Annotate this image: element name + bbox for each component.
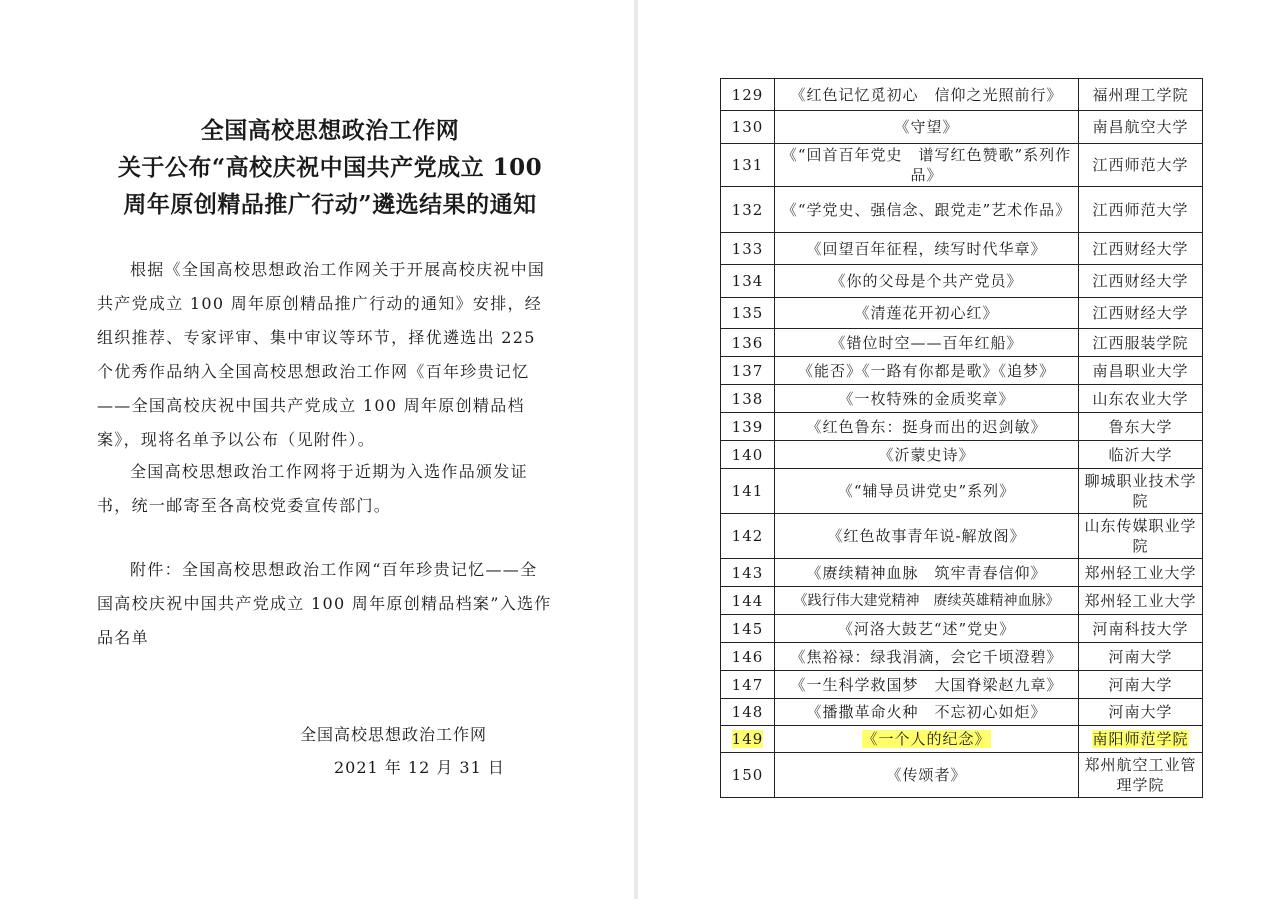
work-title: 《传颂者》 bbox=[775, 753, 1079, 798]
notice-paragraph-1: 根据《全国高校思想政治工作网关于开展高校庆祝中国共产党成立 100 周年原创精品推广行动的通知》安排，经组织推荐、专家评审、集中审议等环节，择优遴选出 225 个优秀作品纳入全国高校思想政治工作网《百年珍贵记忆——全国高校庆祝中国共产党成立 100 周年原创精品档案》，现将名单予以公布（见附件）。 bbox=[97, 260, 546, 449]
row-number: 130 bbox=[721, 111, 775, 144]
row-number: 147 bbox=[721, 671, 775, 699]
table-row bbox=[721, 111, 1203, 144]
school-name: 河南大学 bbox=[1079, 699, 1203, 726]
notice-paragraph-2: 全国高校思想政治工作网将于近期为入选作品颁发证书，统一邮寄至各高校党委宣传部门。 bbox=[97, 462, 528, 515]
table-row-highlighted bbox=[721, 726, 1203, 753]
row-number: 131 bbox=[721, 144, 775, 187]
work-title: 《你的父母是个共产党员》 bbox=[775, 265, 1079, 298]
school-name: 江西服装学院 bbox=[1079, 329, 1203, 357]
work-title: 《守望》 bbox=[775, 111, 1079, 144]
row-number: 136 bbox=[721, 329, 775, 357]
table-row bbox=[721, 144, 1203, 187]
row-number: 145 bbox=[721, 615, 775, 643]
roster-table bbox=[720, 78, 1203, 798]
table-row bbox=[721, 265, 1203, 298]
table-row bbox=[721, 329, 1203, 357]
table-row bbox=[721, 514, 1203, 559]
table-row bbox=[721, 587, 1203, 615]
school-name: 江西师范大学 bbox=[1079, 144, 1203, 187]
row-number: 140 bbox=[721, 441, 775, 469]
table-row bbox=[721, 753, 1203, 798]
attachment-note: 附件：全国高校思想政治工作网“百年珍贵记忆——全国高校庆祝中国共产党成立 100 周年原创精品档案”入选作品名单 bbox=[97, 560, 552, 647]
row-number: 137 bbox=[721, 357, 775, 385]
school-name: 聊城职业技术学院 bbox=[1079, 469, 1203, 514]
school-name: 福州理工学院 bbox=[1079, 79, 1203, 111]
table-row bbox=[721, 699, 1203, 726]
work-title: 《“回首百年党史 谱写红色赞歌”系列作品》 bbox=[775, 144, 1079, 187]
school-name: 江西财经大学 bbox=[1079, 265, 1203, 298]
row-number: 144 bbox=[721, 587, 775, 615]
highlight-mark: 南阳师范学院 bbox=[1092, 730, 1189, 748]
roster-page bbox=[638, 0, 1270, 899]
school-name: 山东传媒职业学院 bbox=[1079, 514, 1203, 559]
table-row bbox=[721, 441, 1203, 469]
school-name: 江西财经大学 bbox=[1079, 298, 1203, 329]
school-name: 南昌航空大学 bbox=[1079, 111, 1203, 144]
table-row bbox=[721, 357, 1203, 385]
work-title: 《河洛大鼓艺“述”党史》 bbox=[775, 615, 1079, 643]
school-name: 河南大学 bbox=[1079, 643, 1203, 671]
highlight-mark: 《一个人的纪念》 bbox=[862, 730, 991, 748]
title-line: 全国高校思想政治工作网 bbox=[200, 117, 460, 144]
work-title: 《错位时空——百年红船》 bbox=[775, 329, 1079, 357]
row-number: 142 bbox=[721, 514, 775, 559]
school-name: 郑州航空工业管理学院 bbox=[1079, 753, 1203, 798]
row-number: 148 bbox=[721, 699, 775, 726]
table-row bbox=[721, 559, 1203, 587]
title-line: 关于公布“高校庆祝中国共产党成立 100 bbox=[117, 154, 543, 181]
row-number: 132 bbox=[721, 187, 775, 233]
work-title: 《赓续精神血脉 筑牢青春信仰》 bbox=[775, 559, 1079, 587]
highlight-mark: 149 bbox=[731, 730, 764, 748]
school-name: 江西财经大学 bbox=[1079, 233, 1203, 265]
notice-page bbox=[0, 0, 634, 899]
row-number: 133 bbox=[721, 233, 775, 265]
row-number: 134 bbox=[721, 265, 775, 298]
row-number: 135 bbox=[721, 298, 775, 329]
school-name: 河南科技大学 bbox=[1079, 615, 1203, 643]
notice-title bbox=[60, 112, 600, 223]
work-title: 《清莲花开初心红》 bbox=[775, 298, 1079, 329]
row-number: 141 bbox=[721, 469, 775, 514]
school-name: 江西师范大学 bbox=[1079, 187, 1203, 233]
table-row bbox=[721, 187, 1203, 233]
work-title: 《一枚特殊的金质奖章》 bbox=[775, 385, 1079, 413]
school-name: 临沂大学 bbox=[1079, 441, 1203, 469]
table-row bbox=[721, 615, 1203, 643]
school-name: 南昌职业大学 bbox=[1079, 357, 1203, 385]
work-title: 《沂蒙史诗》 bbox=[775, 441, 1079, 469]
signer: 全国高校思想政治工作网 bbox=[300, 725, 488, 744]
work-title: 《一生科学救国梦 大国脊梁赵九章》 bbox=[775, 671, 1079, 699]
work-title: 《“学党史、强信念、跟党走”艺术作品》 bbox=[775, 187, 1079, 233]
row-number: 150 bbox=[721, 753, 775, 798]
work-title bbox=[775, 726, 1079, 753]
row-number: 146 bbox=[721, 643, 775, 671]
table-row bbox=[721, 643, 1203, 671]
table-row bbox=[721, 413, 1203, 441]
work-title: 《焦裕禄：绿我涓滴，会它千顷澄碧》 bbox=[775, 643, 1079, 671]
table-row bbox=[721, 469, 1203, 514]
school-name: 郑州轻工业大学 bbox=[1079, 559, 1203, 587]
row-number: 139 bbox=[721, 413, 775, 441]
work-title: 《回望百年征程，续写时代华章》 bbox=[775, 233, 1079, 265]
work-title: 《红色故事青年说-解放阁》 bbox=[775, 514, 1079, 559]
table-row bbox=[721, 385, 1203, 413]
work-title: 《“辅导员讲党史”系列》 bbox=[775, 469, 1079, 514]
table-row bbox=[721, 671, 1203, 699]
row-number: 129 bbox=[721, 79, 775, 111]
title-line: 周年原创精品推广行动”遴选结果的通知 bbox=[123, 191, 537, 218]
work-title: 《能否》《一路有你都是歌》《追梦》 bbox=[775, 357, 1079, 385]
table-row bbox=[721, 233, 1203, 265]
work-title: 《播撒革命火种 不忘初心如炬》 bbox=[775, 699, 1079, 726]
school-name: 山东农业大学 bbox=[1079, 385, 1203, 413]
table-row bbox=[721, 79, 1203, 111]
work-title: 《践行伟大建党精神 赓续英雄精神血脉》 bbox=[775, 587, 1079, 615]
school-name: 河南大学 bbox=[1079, 671, 1203, 699]
work-title: 《红色鲁东：挺身而出的迟剑敏》 bbox=[775, 413, 1079, 441]
row-number: 138 bbox=[721, 385, 775, 413]
row-number bbox=[721, 726, 775, 753]
row-number: 143 bbox=[721, 559, 775, 587]
work-title: 《红色记忆觅初心 信仰之光照前行》 bbox=[775, 79, 1079, 111]
school-name: 郑州轻工业大学 bbox=[1079, 587, 1203, 615]
issue-date: 2021 年 12 月 31 日 bbox=[334, 758, 505, 777]
school-name: 鲁东大学 bbox=[1079, 413, 1203, 441]
school-name bbox=[1079, 726, 1203, 753]
table-row bbox=[721, 298, 1203, 329]
